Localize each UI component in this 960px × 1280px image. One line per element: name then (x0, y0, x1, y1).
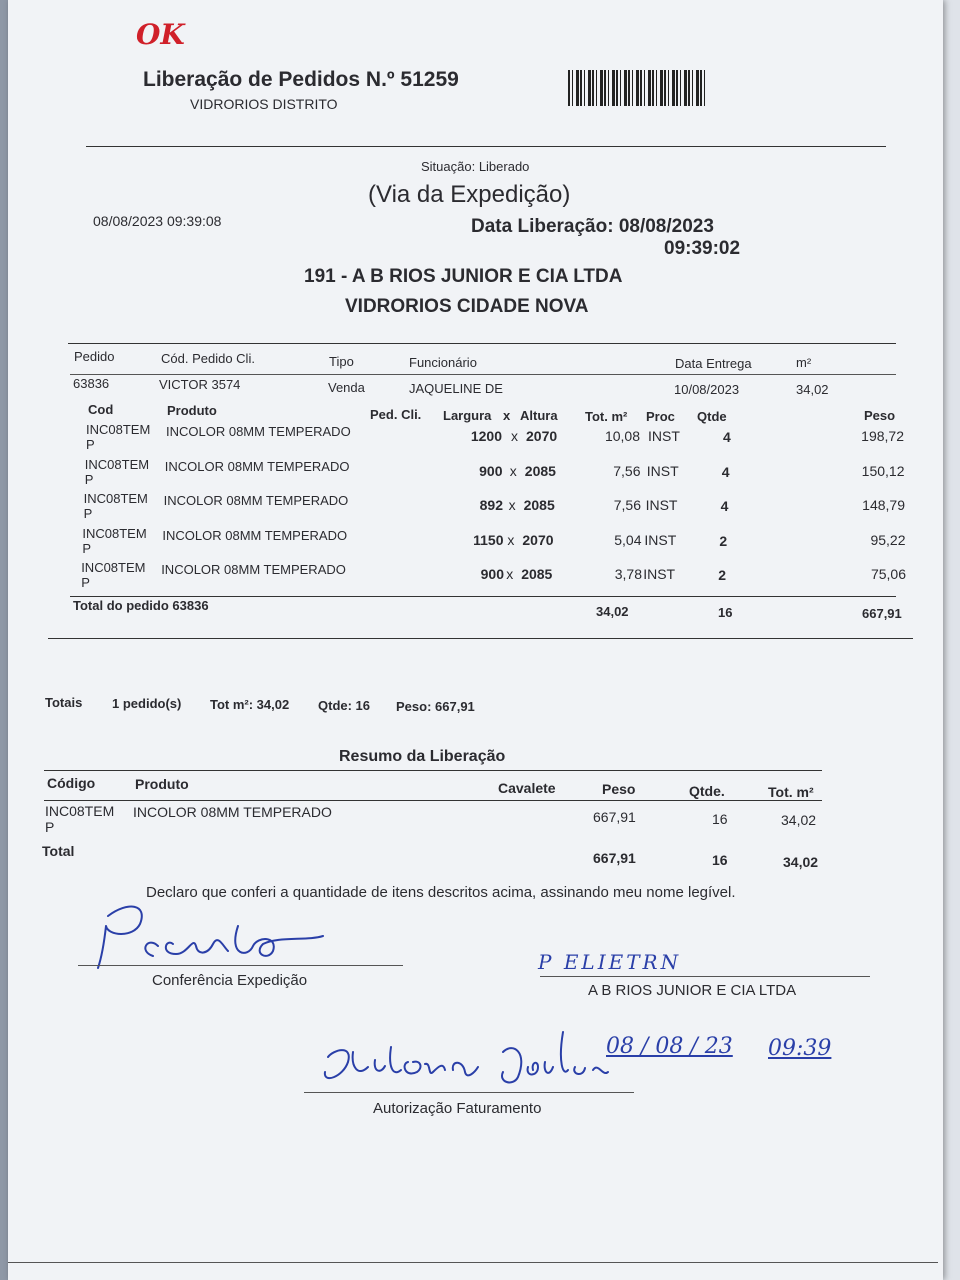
barcode (568, 70, 708, 106)
order-number: 63836 (73, 376, 110, 391)
totals-m2: Tot m²: 34,02 (210, 697, 290, 712)
item-cod2: P (82, 540, 92, 556)
item-qtde: 4 (721, 463, 730, 480)
item-cod1: INC08TEM (81, 560, 146, 575)
item-cod2: P (83, 506, 93, 521)
via-label: (Via da Expedição) (368, 181, 571, 208)
date-handwriting: 08 / 08 / 23 (606, 1034, 733, 1059)
document-title: Liberação de Pedidos N.º 51259 (143, 68, 459, 91)
summary-row-tot: 34,02 (781, 812, 817, 828)
order-bottom-rule (48, 638, 913, 639)
summary-total-tot: 34,02 (783, 854, 819, 870)
order-mid-rule (70, 374, 896, 375)
item-altura: 2085 (524, 462, 556, 479)
col-pedido: Pedido (74, 349, 115, 364)
order-top-rule (68, 343, 896, 344)
items-col-qtde: Qtde (697, 409, 727, 424)
summary-total-label: Total (42, 843, 75, 859)
declaration-text: Declaro que conferi a quantidade de itens descritos acima, assinando meu nome legível. (146, 884, 736, 901)
item-x: x (507, 531, 515, 548)
summary-mid-rule (44, 800, 822, 801)
items-col-proc: Proc (646, 409, 675, 424)
summary-row-qtde: 16 (712, 811, 728, 827)
item-peso: 148,79 (862, 497, 905, 513)
summary-col-tot: Tot. m² (768, 784, 814, 800)
summary-title: Resumo da Liberação (339, 748, 506, 765)
document-subtitle: VIDRORIOS DISTRITO (190, 96, 338, 112)
summary-row-cod: INC08TEM (45, 803, 115, 819)
branch-name: VIDRORIOS CIDADE NOVA (345, 296, 589, 317)
items-total-rule (70, 596, 896, 597)
item-proc: INST (646, 462, 679, 479)
item-cod2: P (81, 575, 90, 590)
items-col-produto: Produto (167, 403, 217, 418)
item-tot: 10,08 (604, 428, 640, 444)
col-tipo: Tipo (329, 354, 354, 369)
item-largura: 1150 (473, 531, 504, 548)
item-proc: INST (644, 531, 677, 548)
item-x: x (509, 462, 517, 479)
item-qtde: 2 (718, 567, 726, 583)
summary-row-cod-suffix: P (45, 819, 55, 835)
item-proc: INST (648, 428, 680, 444)
item-produto: INCOLOR 08MM TEMPERADO (164, 458, 350, 474)
item-x: x (511, 428, 518, 444)
totals-label: Totais (45, 695, 83, 710)
item-largura: 900 (480, 566, 504, 582)
col-data-entrega: Data Entrega (675, 356, 752, 371)
items-col-peso: Peso (864, 408, 896, 423)
item-qtde: 2 (719, 532, 728, 549)
items-col-cod: Cod (88, 402, 114, 417)
item-qtde: 4 (720, 498, 729, 514)
release-time: 09:39:02 (664, 238, 741, 259)
summary-top-rule (44, 770, 822, 771)
autorizacao-label: Autorização Faturamento (373, 1100, 542, 1117)
totals-peso: Peso: 667,91 (396, 699, 475, 714)
item-cod1: INC08TEM (86, 422, 151, 437)
conferencia-signature-icon (78, 896, 338, 976)
item-tot: 3,78 (614, 566, 642, 582)
item-cod1: INC08TEM (84, 456, 150, 472)
items-col-largura: Largura (443, 408, 492, 423)
summary-total-peso: 667,91 (593, 850, 636, 866)
col-funcionario: Funcionário (409, 355, 477, 370)
item-peso: 95,22 (870, 531, 906, 548)
time-handwriting: 09:39 (768, 1036, 832, 1061)
item-peso: 150,12 (861, 462, 905, 479)
company-handwriting: P ELIETRN (538, 950, 682, 974)
item-produto: INCOLOR 08MM TEMPERADO (166, 424, 351, 439)
order-total-qtde: 16 (718, 605, 733, 620)
order-total-peso: 667,91 (862, 606, 902, 621)
item-produto: INCOLOR 08MM TEMPERADO (163, 493, 349, 508)
items-col-x: x (503, 408, 511, 423)
summary-row-peso: 667,91 (593, 809, 636, 825)
order-cod-cli: VICTOR 3574 (159, 377, 241, 392)
items-col-altura: Altura (520, 408, 558, 423)
item-largura: 900 (479, 462, 503, 479)
order-total-m2: 34,02 (596, 604, 629, 619)
company-signature-line (540, 976, 870, 977)
conferencia-label: Conferência Expedição (152, 972, 308, 989)
document-page (8, 0, 943, 1280)
autorizacao-signature-icon (313, 1022, 623, 1102)
col-m2: m² (796, 355, 812, 370)
col-cod-cli: Cód. Pedido Cli. (161, 351, 255, 366)
item-produto: INCOLOR 08MM TEMPERADO (162, 527, 348, 543)
item-peso: 198,72 (861, 428, 904, 444)
item-x: x (506, 566, 514, 582)
order-total-label: Total do pedido 63836 (73, 598, 209, 613)
item-largura: 892 (479, 497, 503, 513)
totals-pedidos: 1 pedido(s) (112, 696, 182, 711)
item-tot: 7,56 (613, 462, 641, 479)
company-signature-label: A B RIOS JUNIOR E CIA LTDA (588, 982, 797, 999)
item-tot: 7,56 (613, 497, 641, 513)
summary-row-produto: INCOLOR 08MM TEMPERADO (133, 804, 332, 820)
item-qtde: 4 (723, 429, 731, 445)
item-cod2: P (84, 471, 94, 487)
order-funcionario: JAQUELINE DE (409, 381, 503, 396)
situation-label: Situação: Liberado (421, 159, 530, 174)
summary-col-peso: Peso (602, 781, 636, 797)
item-altura: 2070 (526, 428, 558, 444)
summary-col-produto: Produto (135, 776, 189, 792)
summary-col-cavalete: Cavalete (498, 780, 556, 796)
order-m2: 34,02 (796, 382, 829, 397)
item-cod2: P (86, 437, 95, 452)
release-date: Data Liberação: 08/08/2023 (471, 216, 714, 237)
item-altura: 2085 (523, 497, 555, 513)
items-col-tot-m2: Tot. m² (585, 409, 628, 424)
company-name: 191 - A B RIOS JUNIOR E CIA LTDA (304, 266, 623, 287)
item-proc: INST (643, 566, 676, 582)
item-cod1: INC08TEM (82, 525, 147, 541)
item-produto: INCOLOR 08MM TEMPERADO (161, 562, 346, 577)
footer-rule (8, 1262, 938, 1263)
order-tipo: Venda (328, 380, 365, 395)
item-x: x (508, 497, 516, 513)
item-altura: 2070 (522, 531, 554, 548)
ok-stamp: OK (136, 18, 185, 51)
item-cod1: INC08TEM (83, 491, 148, 506)
conferencia-line (78, 965, 403, 966)
item-altura: 2085 (521, 566, 553, 582)
order-data-entrega: 10/08/2023 (674, 382, 740, 397)
totals-qtde: Qtde: 16 (318, 698, 371, 713)
item-tot: 5,04 (614, 531, 642, 548)
print-datetime: 08/08/2023 09:39:08 (93, 213, 222, 229)
items-col-ped-cli: Ped. Cli. (370, 407, 422, 422)
summary-col-qtde: Qtde. (689, 783, 725, 799)
item-peso: 75,06 (870, 566, 906, 582)
summary-col-codigo: Código (47, 775, 96, 791)
item-proc: INST (645, 497, 678, 513)
summary-total-qtde: 16 (712, 852, 728, 868)
autorizacao-line (304, 1092, 634, 1093)
item-largura: 1200 (470, 428, 502, 444)
header-rule (86, 146, 886, 147)
